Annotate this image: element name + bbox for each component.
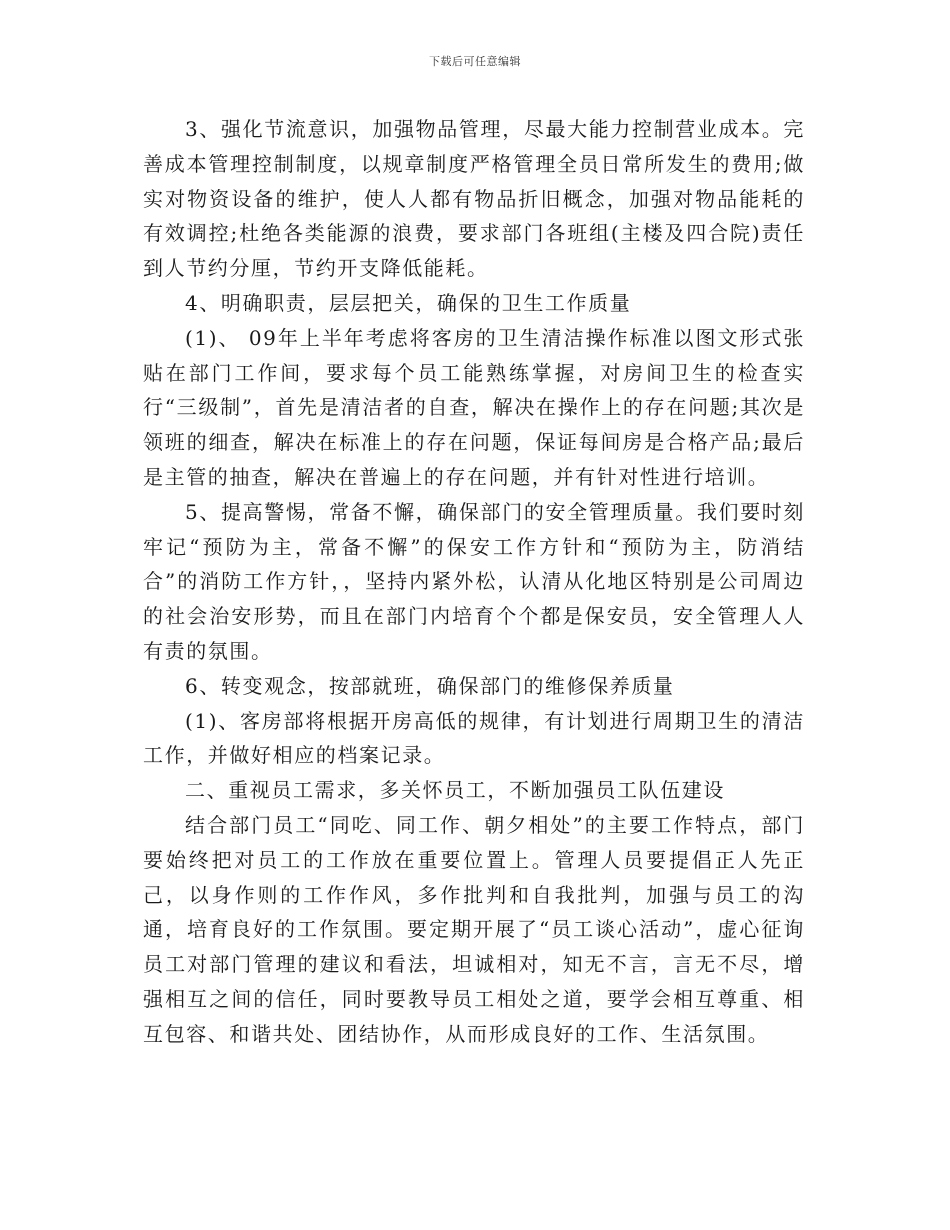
paragraph-hygiene-standard: (1)、 09年上半年考虑将客房的卫生清洁操作标准以图文形式张贴在部门工作间，要求每个员工能熟练掌握，对房间卫生的检查实行“三级制”，首先是清洁者的自查，解决在操作上的存在问题;其次是领班的细查，解决在标准上的存在问题，保证每间房是合格产品;最后是主管的抽查，解决在普遍上的存在问题，并有针对性进行培训。 — [143, 325, 805, 489]
paragraph-staff-heading: 二、重视员工需求，多关怀员工，不断加强员工队伍建设 — [185, 778, 725, 803]
paragraph-staff-care: 结合部门员工“同吃、同工作、朝夕相处”的主要工作特点，部门要始终把对员工的工作放在重要位置上。管理人员要提倡正人先正己，以身作则的工作作风，多作批判和自我批判，加强与员工的沟通，培育良好的工作氛围。要定期开展了“员工谈心活动”，虚心征询员工对部门管理的建议和看法，坦诚相对，知无不言，言无不尽，增强相互之间的信任，同时要教导员工相处之道，要学会相互尊重、相互包容、和谐共处、团结协作，从而形成良好的工作、生活氛围。 — [143, 812, 805, 1046]
paragraph-maintenance-heading: 6、转变观念，按部就班，确保部门的维修保养质量 — [185, 673, 675, 698]
document-body — [143, 112, 805, 1052]
paragraph-hygiene-heading: 4、明确职责，层层把关，确保的卫生工作质量 — [185, 290, 632, 315]
paragraph-safety-management: 5、提高警惕，常备不懈，确保部门的安全管理质量。我们要时刻牢记“预防为主，常备不懈”的保安工作方针和“预防为主，防消结合”的消防工作方针，，坚持内紧外松，认清从化地区特别是公司周边的社会治安形势，而且在部门内培育个个都是保安员，安全管理人人有责的氛围。 — [143, 499, 805, 663]
paragraph-cost-control: 3、强化节流意识，加强物品管理，尽最大能力控制营业成本。完善成本管理控制制度，以规章制度严格管理全员日常所发生的费用;做实对物资设备的维护，使人人都有物品折旧概念，加强对物品能耗的有效调控;杜绝各类能源的浪费，要求部门各班组(主楼及四合院)责任到人节约分厘，节约开支降低能耗。 — [143, 117, 805, 281]
page-header: 下载后可任意编辑 — [429, 55, 521, 68]
paragraph-periodic-cleaning: (1)、客房部将根据开房高低的规律，有计划进行周期卫生的清洁工作，并做好相应的档案记录。 — [143, 708, 805, 768]
